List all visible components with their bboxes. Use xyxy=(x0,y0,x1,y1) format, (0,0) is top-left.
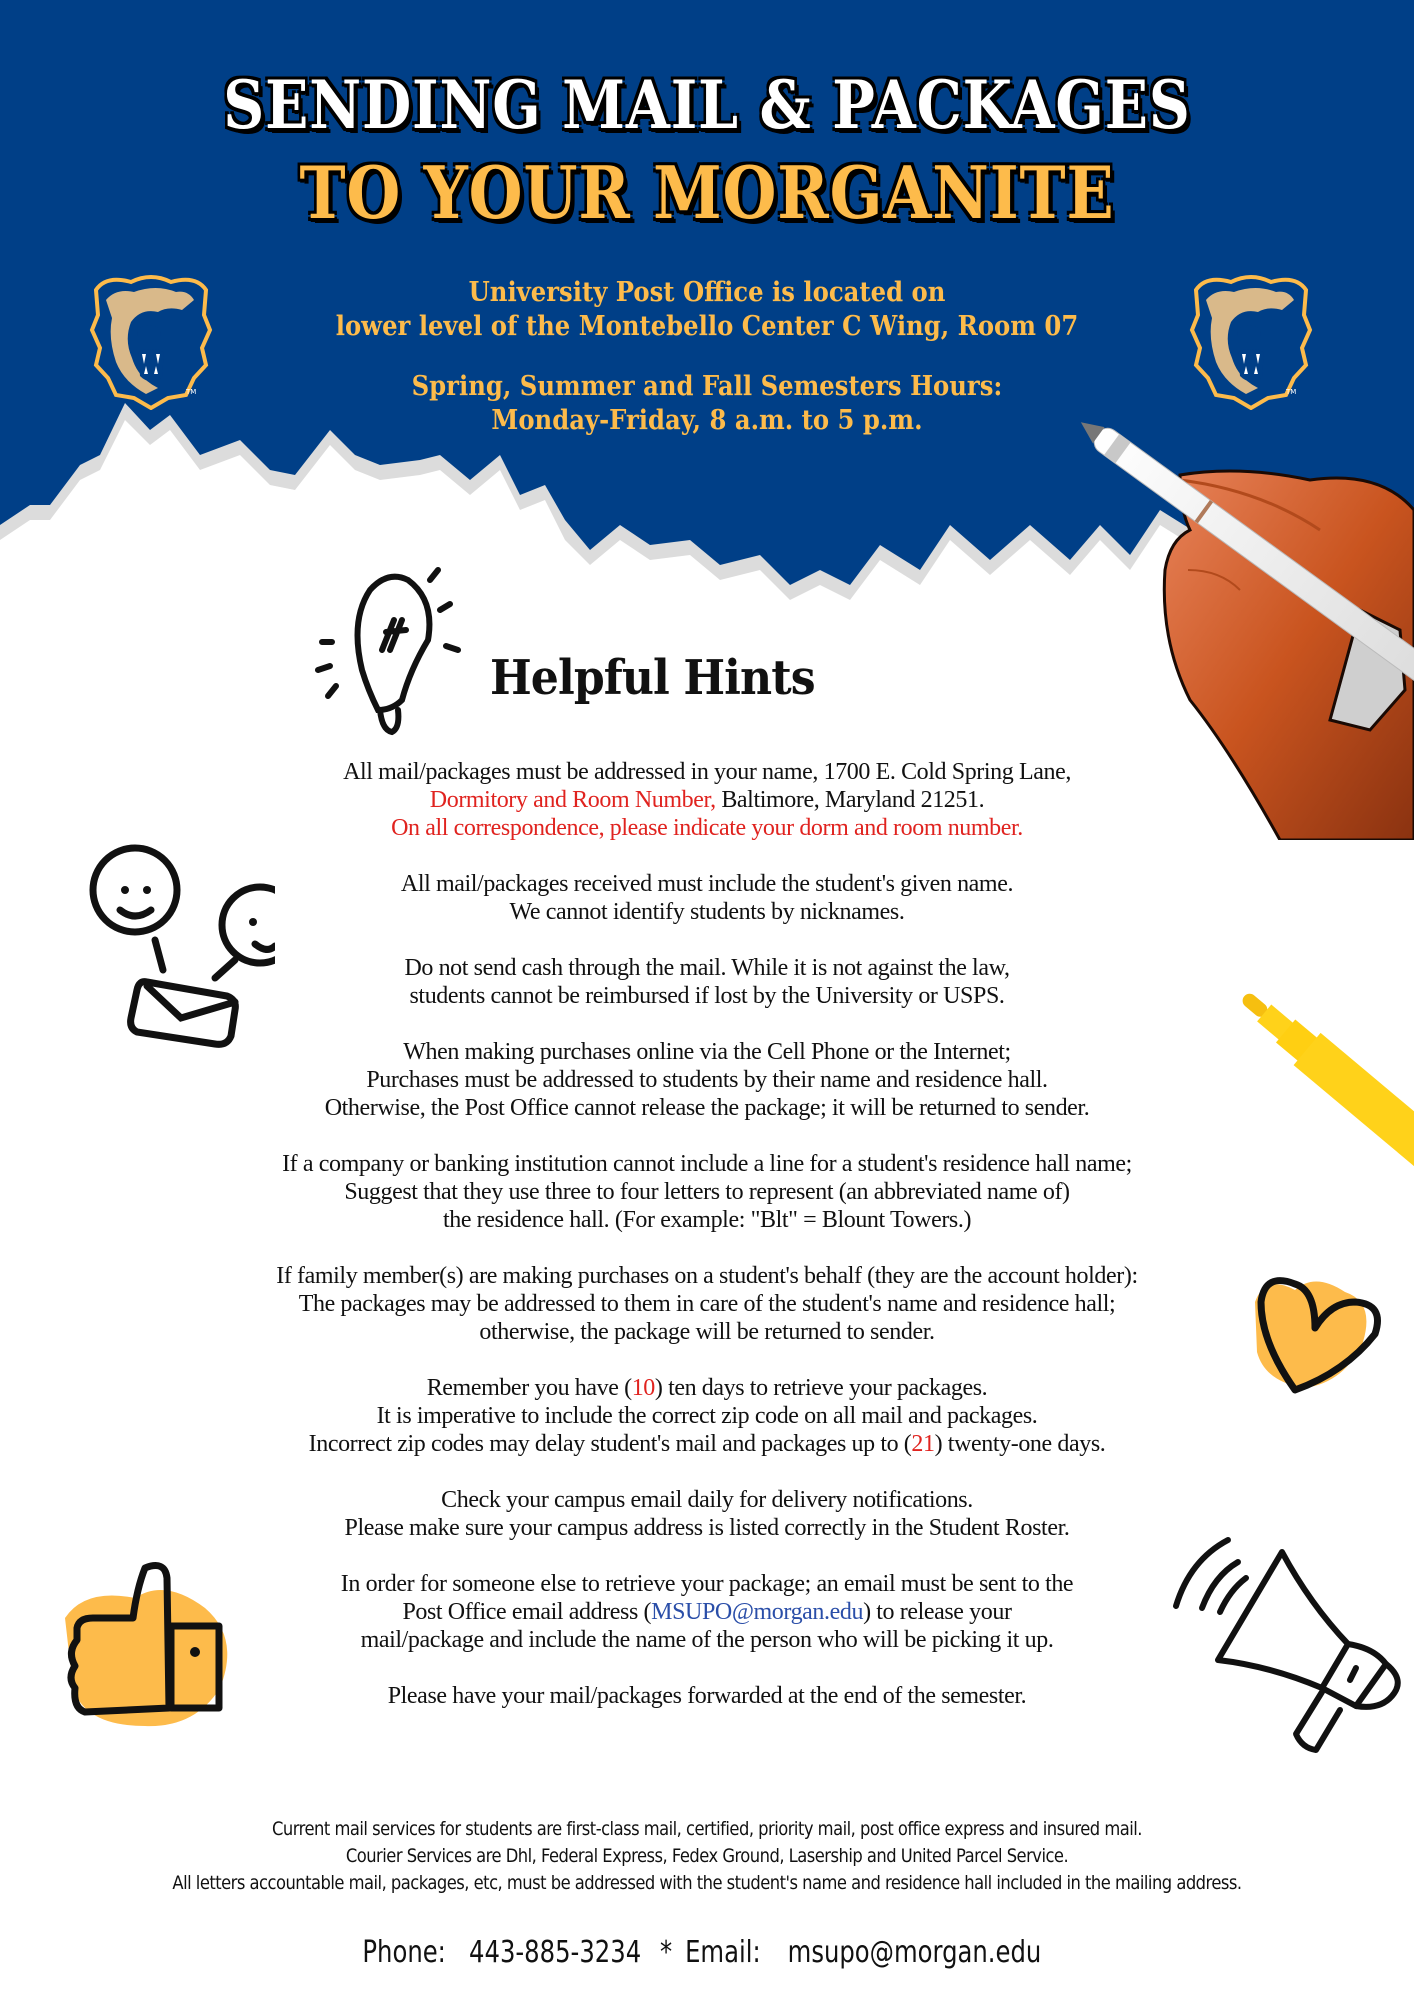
hint-item xyxy=(150,1038,1264,1122)
hint-line xyxy=(150,1290,1264,1318)
hint-text: Do not send cash through the mail. While it is not against the law, xyxy=(404,955,1010,981)
hint-line xyxy=(150,954,1264,982)
hint-line xyxy=(150,786,1264,814)
hint-text: Otherwise, the Post Office cannot release the package; it will be returned to sender. xyxy=(324,1095,1090,1121)
hint-text: Check your campus email daily for delivery notifications. xyxy=(441,1487,973,1513)
location-line-2: lower level of the Montebello Center C Wing, Room 07 xyxy=(335,311,1079,342)
hint-item xyxy=(150,1150,1264,1234)
hint-text: Remember you have ( xyxy=(426,1375,632,1401)
svg-text:TM: TM xyxy=(1286,388,1297,396)
hint-line xyxy=(150,1486,1264,1514)
hint-text: students cannot be reimbursed if lost by the University or USPS. xyxy=(409,983,1005,1009)
hint-line xyxy=(150,1262,1264,1290)
heart-icon xyxy=(1235,1262,1405,1402)
hint-text: If a company or banking institution cannot include a line for a student's residence hall name; xyxy=(282,1151,1132,1177)
hint-text: All mail/packages must be addressed in your name, 1700 E. Cold Spring Lane, xyxy=(343,759,1071,785)
hint-line xyxy=(150,1150,1264,1178)
hint-text: Baltimore, Maryland 21251. xyxy=(715,787,985,813)
services-line-1: Current mail services for students are first-class mail, certified, priority mail, post office express and insured mail. xyxy=(272,1818,1142,1840)
highlighted-text: On all correspondence, please indicate your dorm and room number. xyxy=(391,815,1023,841)
hint-item xyxy=(150,870,1264,926)
hint-line xyxy=(150,1514,1264,1542)
hint-text: ) twenty-one days. xyxy=(934,1431,1106,1457)
hint-line xyxy=(150,1038,1264,1066)
phone-number[interactable]: 443-885-3234 xyxy=(469,1935,642,1970)
contact-info xyxy=(0,1935,1414,1970)
hint-text: otherwise, the package will be returned to sender. xyxy=(479,1319,935,1345)
highlighted-text: 10 xyxy=(631,1375,655,1401)
hints-title: Helpful Hints xyxy=(490,650,815,706)
hint-text: Purchases must be addressed to students by their name and residence hall. xyxy=(366,1067,1048,1093)
thumbs-up-icon xyxy=(45,1548,245,1733)
hint-text: When making purchases online via the Cell Phone or the Internet; xyxy=(403,1039,1011,1065)
hint-line xyxy=(150,1682,1264,1710)
contact-separator: * xyxy=(660,1935,673,1970)
title-line-2: TO YOUR MORGANITE xyxy=(299,150,1115,235)
hint-line xyxy=(150,814,1264,842)
highlighted-text: Dormitory and Room Number, xyxy=(429,787,716,813)
hint-text: ) to release your xyxy=(863,1599,1012,1625)
hint-text: We cannot identify students by nicknames. xyxy=(509,899,905,925)
hint-line xyxy=(150,1206,1264,1234)
email-label: Email: xyxy=(685,1935,762,1970)
mail-services-info xyxy=(0,1816,1414,1897)
hint-item xyxy=(150,758,1264,842)
hint-line xyxy=(150,1318,1264,1346)
location-line-1: University Post Office is located on xyxy=(468,277,946,308)
hint-line xyxy=(150,1626,1264,1654)
phone-label: Phone: xyxy=(362,1935,447,1970)
hint-item xyxy=(150,1570,1264,1654)
hint-item xyxy=(150,954,1264,1010)
hint-line xyxy=(150,1374,1264,1402)
megaphone-icon xyxy=(1160,1520,1410,1760)
title-line-1: SENDING MAIL & PACKAGES xyxy=(223,66,1191,144)
hours-line-1: Spring, Summer and Fall Semesters Hours: xyxy=(411,371,1003,402)
hint-line xyxy=(150,1598,1264,1626)
hint-line xyxy=(150,1094,1264,1122)
hours-line-2: Monday-Friday, 8 a.m. to 5 p.m. xyxy=(491,405,923,436)
hint-line xyxy=(150,898,1264,926)
services-line-3: All letters accountable mail, packages, etc, must be addressed with the student's name and residence hall included in the mailing address. xyxy=(172,1872,1242,1894)
hint-text: Please have your mail/packages forwarded at the end of the semester. xyxy=(387,1683,1027,1709)
lightbulb-icon xyxy=(310,560,500,740)
email-address[interactable]: msupo@morgan.edu xyxy=(788,1935,1042,1970)
svg-text:TM: TM xyxy=(186,388,197,396)
hints-list xyxy=(150,758,1264,1738)
hint-line xyxy=(150,870,1264,898)
hint-item xyxy=(150,1682,1264,1710)
hint-text: Suggest that they use three to four letters to represent (an abbreviated name of) xyxy=(344,1179,1070,1205)
hint-text: Post Office email address ( xyxy=(402,1599,652,1625)
hint-text: ) ten days to retrieve your packages. xyxy=(654,1375,988,1401)
hint-text: If family member(s) are making purchases on a student's behalf (they are the account holder): xyxy=(276,1263,1138,1289)
highlighted-text: 21 xyxy=(911,1431,935,1457)
hint-line xyxy=(150,1430,1264,1458)
hint-text: All mail/packages received must include the student's given name. xyxy=(400,871,1014,897)
hint-text: the residence hall. (For example: "Blt" = Blount Towers.) xyxy=(442,1207,972,1233)
hint-item xyxy=(150,1374,1264,1458)
hint-item xyxy=(150,1262,1264,1346)
hint-line xyxy=(150,1402,1264,1430)
email-link[interactable]: MSUPO@morgan.edu xyxy=(651,1599,864,1625)
hint-text: Incorrect zip codes may delay student's mail and packages up to ( xyxy=(308,1431,912,1457)
hint-text: mail/package and include the name of the person who will be picking it up. xyxy=(360,1627,1054,1653)
hint-line xyxy=(150,982,1264,1010)
hint-text: Please make sure your campus address is listed correctly in the Student Roster. xyxy=(344,1515,1070,1541)
hint-text: The packages may be addressed to them in care of the student's name and residence hall; xyxy=(298,1291,1116,1317)
location-info xyxy=(0,276,1414,344)
hint-line xyxy=(150,758,1264,786)
hint-line xyxy=(150,1570,1264,1598)
people-mail-icon xyxy=(75,840,275,1060)
hint-line xyxy=(150,1178,1264,1206)
hint-text: In order for someone else to retrieve your package; an email must be sent to the xyxy=(340,1571,1074,1597)
hint-item xyxy=(150,1486,1264,1542)
hint-text: It is imperative to include the correct zip code on all mail and packages. xyxy=(376,1403,1038,1429)
services-line-2: Courier Services are Dhl, Federal Express, Fedex Ground, Lasership and United Parcel Service. xyxy=(345,1845,1069,1867)
hint-line xyxy=(150,1066,1264,1094)
